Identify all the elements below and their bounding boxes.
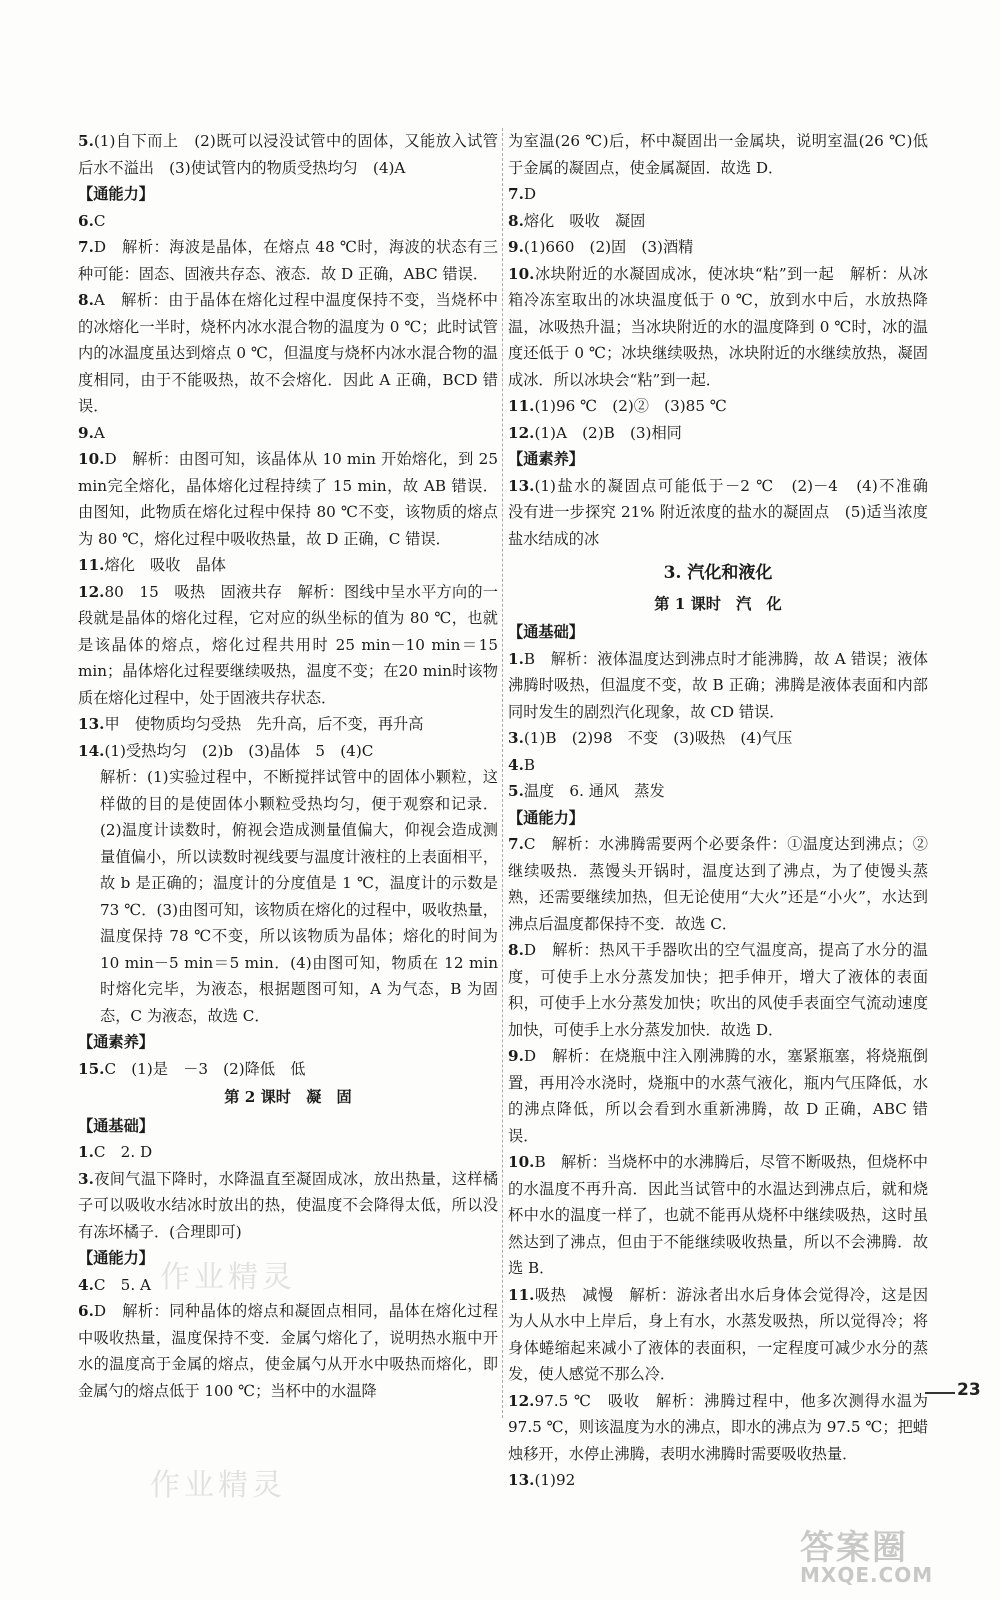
answer-text: C 5. A: [93, 1275, 151, 1294]
answer-item: [78, 1298, 498, 1404]
answer-text: 吸热 减慢 解析：游泳者出水后身体会觉得冷，这是因为人从水中上岸后，身上有水，水蒸发吸热，所以觉得冷；将身体蜷缩起来减小了液体的表面积，一定程度可减少水分的蒸发，使人感觉不那么冷．: [508, 1285, 928, 1383]
answer-item: [78, 208, 498, 235]
answer-item: [78, 1166, 498, 1246]
answer-item: [508, 1149, 928, 1282]
answer-text: D: [523, 185, 537, 203]
answer-number: 6.: [78, 211, 94, 230]
section-heading: 【通素养】: [78, 1033, 154, 1051]
answer-item: [78, 552, 498, 579]
answer-item: [508, 1282, 928, 1388]
section-heading: 【通基础】: [78, 1116, 154, 1135]
answer-item: [78, 1139, 498, 1166]
left-column: [78, 128, 498, 1404]
answer-text: 夜间气温下降时，水降温直至凝固成冰，放出热量，这样橘子可以吸收水结冰时放出的热，使温度不会降得太低，所以没有冻坏橘子．(合理即可): [78, 1169, 498, 1241]
answer-number: 8.: [508, 941, 524, 959]
answer-text: C 2. D: [93, 1143, 153, 1161]
answer-text: B 解析：当烧杯中的水沸腾后，尽管不断吸热，但烧杯中的水温度不再升高．因此当试管中的水温达到沸点后，就和烧杯中水的温度一样了，也就不能再从烧杯中继续吸热，这时虽然达到了沸点，但由于不能继续吸收热量，所以不会沸腾．故选 B．: [508, 1153, 928, 1277]
answer-number: 15.: [78, 1059, 105, 1078]
answer-number: 10.: [508, 1153, 535, 1171]
answer-item: [78, 287, 498, 420]
answer-text: D 解析：在烧瓶中注入刚沸腾的水，塞紧瓶塞，将烧瓶倒置，再用冷水浇时，烧瓶中的水蒸气液化，瓶内气压降低，水的沸点降低，所以会看到水重新沸腾，故 D 正确，ABC 错误．: [508, 1047, 928, 1145]
answer-text: 80 15 吸热 固液共存 解析：图线中呈水平方向的一段就是晶体的熔化过程，它对应的纵坐标的值为 80 ℃，也就是该晶体的熔点，熔化过程共用时 25 min－10 min＝15 min；晶体熔化过程要继续吸热，温度不变；在20 min时该物质在熔化过程中，处于固液共存状态．: [78, 582, 498, 707]
answer-item: [78, 738, 498, 765]
page-number-dash: [925, 1392, 955, 1394]
logo-url: MXQE.COM: [800, 1563, 934, 1587]
lesson-title: 第 2 课时 凝 固: [224, 1088, 352, 1106]
answer-item: [508, 234, 928, 261]
answer-text: (1)96 ℃ (2)② (3)85 ℃: [534, 397, 727, 415]
answer-text: A: [93, 423, 105, 442]
answer-text: 冰块附近的水凝固成冰，使冰块“粘”到一起 解析：从冰箱冷冻室取出的冰块温度低于 0 ℃，放到水中后，水放热降温，冰吸热升温；当冰块附近的水的温度降到 0 ℃时，冰的温度还低于 0 ℃；冰块继续吸热，冰块附近的水继续放热，凝固成冰．所以冰块会“粘”到一起．: [508, 264, 928, 389]
answer-number: 4.: [508, 755, 524, 774]
answer-text: (1)660 (2)固 (3)酒精: [523, 238, 694, 256]
answer-item: [508, 1467, 928, 1494]
answer-number: 11.: [78, 556, 105, 574]
answer-text: (1)A (2)B (3)相同: [534, 423, 682, 442]
answer-item: [508, 752, 928, 779]
answer-number: 14.: [78, 741, 105, 760]
section-heading: 【通基础】: [508, 623, 584, 641]
answer-text: (1)受热均匀 (2)b (3)晶体 5 (4)C: [104, 741, 374, 760]
answer-text: C 解析：水沸腾需要两个必要条件：①温度达到沸点；②继续吸热．蒸馒头开锅时，温度达到了沸点，为了使馒头蒸熟，还需要继续加热，但无论使用“大火”还是“小火”，水达到沸点后温度都保持不变．故选 C．: [508, 835, 928, 933]
answer-item: [508, 646, 928, 726]
answer-item: [78, 420, 498, 447]
site-logo: [800, 1520, 990, 1590]
answer-number: 10.: [78, 450, 105, 468]
watermark-text: 作业精灵: [160, 1260, 296, 1295]
answer-item: [508, 473, 944, 553]
answer-number: 11.: [508, 1285, 535, 1304]
answer-item: [78, 128, 498, 181]
answer-item: [508, 725, 928, 752]
answer-number: 5.: [508, 782, 524, 800]
answer-number: 7.: [78, 238, 94, 256]
chapter-title: 3. 汽化和液化: [663, 563, 773, 583]
answer-item: [508, 208, 928, 235]
answer-number: 9.: [508, 238, 524, 256]
page-number: 23: [957, 1380, 981, 1400]
answer-number: 3.: [78, 1169, 94, 1188]
answer-text: (1)自下而上 (2)既可以浸没试管中的固体，又能放入试管后水不溢出 (3)使试管内的物质受热均匀 (4)A: [78, 132, 498, 177]
answer-number: 9.: [78, 423, 94, 442]
answer-text: B: [523, 755, 536, 774]
answer-number: 12.: [508, 423, 535, 442]
section-heading: 【通能力】: [78, 1249, 154, 1267]
answer-text: 熔化 吸收 晶体: [104, 556, 226, 574]
section-heading: 【通素养】: [508, 450, 584, 468]
right-column: [508, 128, 944, 1494]
answer-item: [78, 1056, 498, 1083]
answer-number: 9.: [508, 1047, 524, 1065]
answer-number: 1.: [508, 649, 524, 668]
answer-text: D 解析：由图可知，该晶体从 10 min 开始熔化，到 25 min完全熔化，晶体熔化过程持续了 15 min，故 AB 错误．由图知，此物质在熔化过程中保持 80 ℃不变，该物质的熔点为 80 ℃，熔化过程中吸收热量，故 D 正确，C 错误．: [78, 450, 498, 548]
answer-number: 13.: [508, 476, 535, 495]
answer-text: 温度 6. 通风 蒸发: [523, 782, 665, 800]
answer-number: 13.: [78, 715, 105, 733]
answer-item: [508, 937, 928, 1043]
answer-text: 熔化 吸收 凝固: [523, 211, 646, 230]
answer-number: 10.: [508, 264, 535, 283]
answer-text: 解析：(1)实验过程中，不断搅拌试管中的固体小颗粒，这样做的目的是使固体小颗粒受热均匀，便于观察和记录．(2)温度计读数时，俯视会造成测量值偏大，仰视会造成测量值偏小，所以读数时视线要与温度计液柱的上表面相平，故 b 是正确的；温度计的分度值是 1 ℃，温度计的示数是 73 ℃．(3)由图可知，该物质在熔化的过程中，吸收热量，温度保持 78 ℃不变，所以该物质为晶体；熔化的时间为 10 min－5 min＝5 min．(4)由图可知，物质在 12 min 时熔化完毕，为液态，根据题图可知，A 为气态，B 为固态，C 为液态，故选 C．: [100, 768, 498, 1025]
answer-item: [508, 1388, 928, 1468]
answer-number: 4.: [78, 1275, 94, 1294]
answer-item: [508, 420, 928, 447]
answer-text: C (1)是 －3 (2)降低 低: [104, 1059, 306, 1078]
answer-text: D 解析：海波是晶体，在熔点 48 ℃时，海波的状态有三种可能：固态、固液共存态、液态．故 D 正确，ABC 错误．: [78, 238, 498, 283]
answer-number: 5.: [78, 132, 94, 150]
answer-number: 7.: [508, 185, 524, 203]
answer-text: (1)92: [534, 1471, 576, 1489]
section-heading: 【通能力】: [508, 808, 584, 827]
answer-number: 1.: [78, 1143, 94, 1161]
answer-number: 7.: [508, 835, 524, 853]
answer-text: C: [93, 211, 106, 230]
answer-item: [508, 831, 928, 937]
answer-text: 97.5 ℃ 吸收 解析：沸腾过程中，他多次测得水温为 97.5 ℃，则该温度为水的沸点，即水的沸点为 97.5 ℃；把蜡烛移开，水停止沸腾，表明水沸腾时需要吸收热量．: [508, 1391, 928, 1463]
answer-number: 12.: [78, 582, 105, 601]
answer-item: [78, 579, 498, 712]
answer-number: 6.: [78, 1302, 94, 1320]
answer-number: 3.: [508, 729, 524, 747]
answer-item: [508, 778, 928, 805]
answer-text: (1)B (2)98 不变 (3)吸热 (4)气压: [523, 729, 793, 747]
column-divider: [502, 128, 503, 1418]
lesson-title: 第 1 课时 汽 化: [654, 594, 782, 613]
answer-item: [78, 711, 498, 738]
answer-item: [508, 181, 928, 208]
watermark-text-2: 作业精灵: [150, 1468, 286, 1503]
answer-item: [508, 261, 928, 394]
answer-text: 为室温(26 ℃)后，杯中凝固出一金属块，说明室温(26 ℃)低于金属的凝固点，使金属凝固．故选 D．: [508, 132, 928, 177]
answer-item: [78, 234, 498, 287]
answer-text: (1)盐水的凝固点可能低于－2 ℃ (2)－4 (4)不准确 没有进一步探究 21% 附近浓度的盐水的凝固点 (5)适当浓度盐水结成的冰: [508, 476, 944, 548]
answer-number: 13.: [508, 1471, 535, 1489]
section-heading: 【通能力】: [78, 185, 154, 203]
answer-item: [78, 446, 498, 552]
answer-number: 8.: [508, 211, 524, 230]
logo-text: 答案圈: [800, 1528, 908, 1568]
answer-text: D 解析：热风干手器吹出的空气温度高，提高了水分的温度，可使手上水分蒸发加快；把手伸开，增大了液体的表面积，可使手上水分蒸发加快；吹出的风使手表面空气流动速度加快，可使手上水分蒸发加快．故选 D．: [508, 941, 928, 1039]
answer-number: 12.: [508, 1391, 535, 1410]
answer-number: 11.: [508, 397, 535, 415]
answer-text: A 解析：由于晶体在熔化过程中温度保持不变，当烧杯中的冰熔化一半时，烧杯内冰水混合物的温度为 0 ℃；此时试管内的冰温度虽达到熔点 0 ℃，但温度与烧杯内冰水混合物的温度相同，由于不能吸热，故不会熔化．因此 A 正确，BCD 错误．: [78, 291, 498, 415]
answer-item: [508, 1043, 928, 1149]
answer-text: D 解析：同种晶体的熔点和凝固点相同，晶体在熔化过程中吸收热量，温度保持不变．金属勺熔化了，说明热水瓶中开水的温度高于金属的熔点，使金属勺从开水中吸热而熔化，即金属勺的熔点低于 100 ℃；当杯中的水温降: [78, 1302, 498, 1400]
answer-text: 甲 使物质均匀受热 先升高，后不变，再升高: [104, 715, 424, 733]
answer-text: B 解析：液体温度达到沸点时才能沸腾，故 A 错误；液体沸腾时吸热，但温度不变，故 B 正确；沸腾是液体表面和内部同时发生的剧烈汽化现象，故 CD 错误．: [508, 649, 928, 721]
answer-item: [508, 393, 928, 420]
answer-number: 8.: [78, 291, 94, 309]
